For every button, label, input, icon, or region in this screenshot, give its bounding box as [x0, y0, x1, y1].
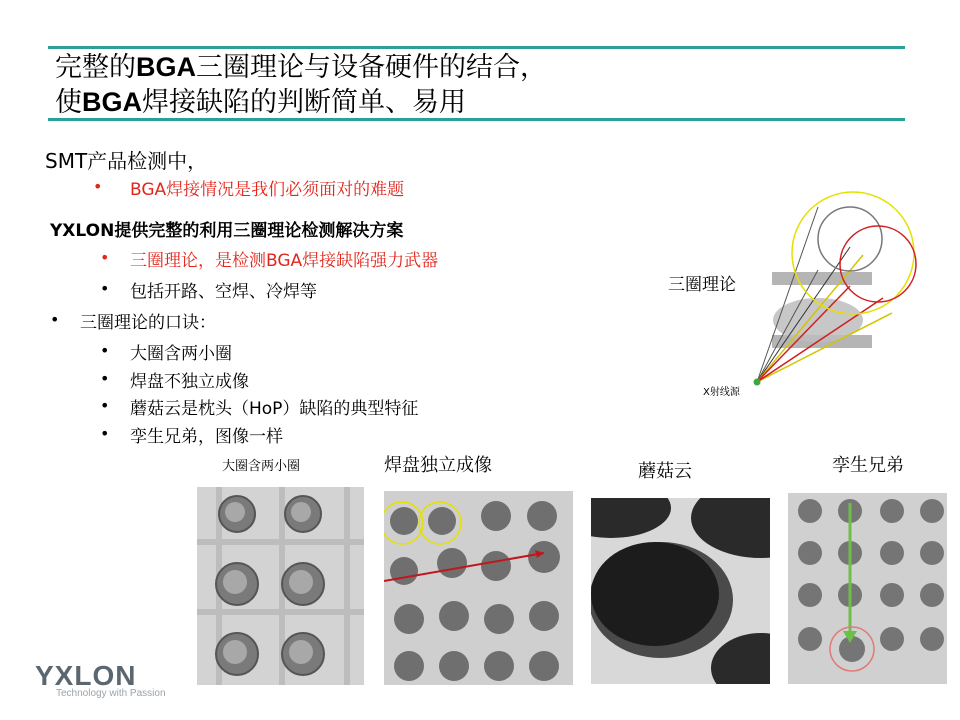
caption-3: 蘑菇云 [638, 461, 692, 482]
bullet-dot: • [100, 396, 110, 415]
caption-1: 大圈含两小圈 [222, 459, 301, 474]
yxlon-point-1: 三圈理论，是检测BGA焊接缺陷强力武器 [130, 251, 439, 271]
small-circle-red [840, 226, 916, 302]
logo-tagline: Technology with Passion [56, 688, 166, 699]
page-title: 完整的BGA三圈理论与设备硬件的结合， 使BGA焊接缺陷的判断简单、易用 [55, 52, 547, 118]
caption-2: 焊盘独立成像 [384, 455, 492, 476]
mnemonic-item: 孪生兄弟，图像一样 [130, 427, 283, 447]
title-rule-bottom [48, 118, 905, 121]
xray-source-dot [754, 379, 761, 386]
yxlon-point-2: 包括开路、空焊、冷焊等 [130, 282, 317, 302]
xray-image-mushroom [591, 498, 770, 684]
bullet-dot: • [100, 248, 110, 267]
pad-top [772, 272, 872, 285]
xray-source-label: X射线源 [703, 387, 740, 398]
smt-point: BGA焊接情况是我们必须面对的难题 [130, 180, 405, 200]
xray-image-twins [788, 493, 947, 684]
three-circle-diagram [700, 190, 940, 400]
diagram-label: 三圈理论 [668, 275, 736, 295]
large-circle [792, 192, 914, 314]
mnemonic-item: 焊盘不独立成像 [130, 372, 249, 392]
title-rule-top [48, 46, 905, 49]
bullet-dot: • [93, 177, 103, 196]
caption-4: 孪生兄弟 [832, 455, 904, 476]
mnemonic-item: 蘑菇云是枕头（HoP）缺陷的典型特征 [130, 399, 419, 419]
xray-image-pad-imaging [384, 491, 573, 685]
xray-image-large-circle [197, 487, 364, 685]
bullet-dot: • [100, 279, 110, 298]
mnemonic-heading: 三圈理论的口诀： [80, 313, 216, 333]
bullet-dot: • [100, 424, 110, 443]
smt-heading: SMT产品检测中， [45, 149, 208, 173]
bullet-dot: • [50, 310, 60, 329]
mnemonic-item: 大圈含两小圈 [130, 344, 232, 364]
bullet-dot: • [100, 341, 110, 360]
bullet-dot: • [100, 369, 110, 388]
yxlon-heading: YXLON提供完整的利用三圈理论检测解决方案 [50, 221, 404, 241]
yxlon-logo: YXLON [35, 660, 137, 691]
